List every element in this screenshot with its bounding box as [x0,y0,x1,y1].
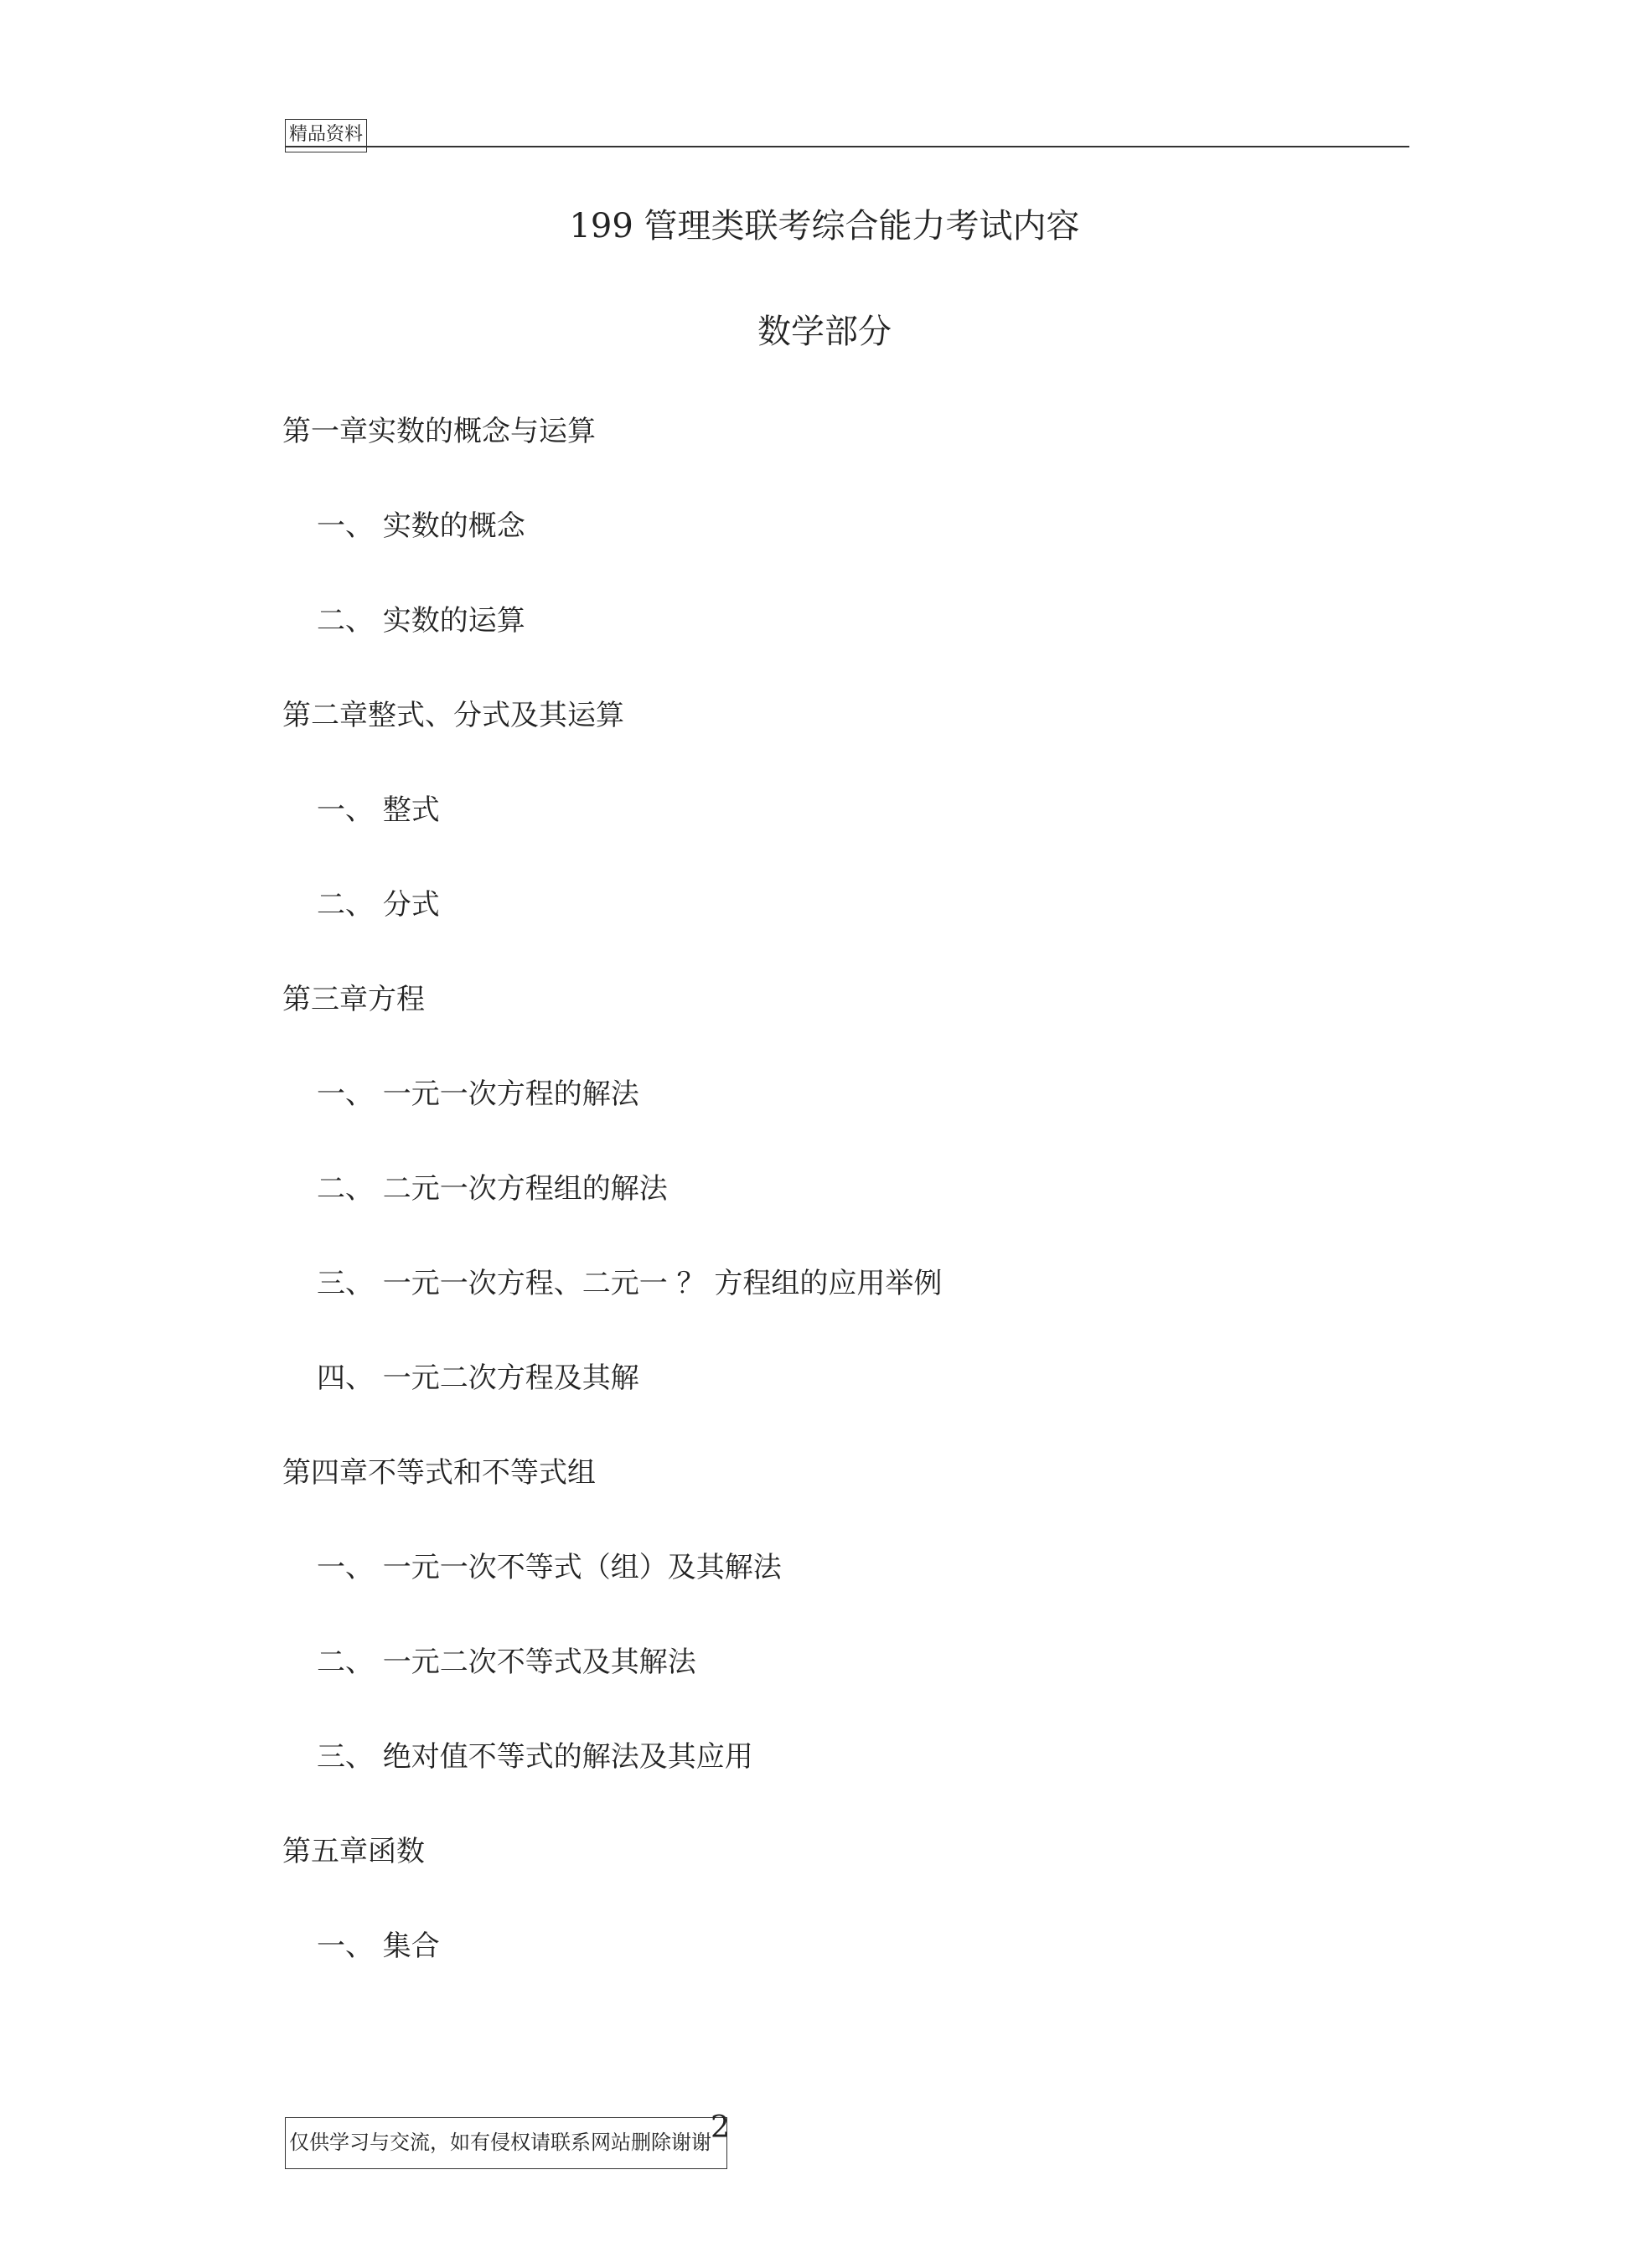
header-label: 精品资料 [285,119,367,152]
document-title: 199 管理类联考综合能力考试内容 [569,207,1080,245]
outline-item: 二、 二元一次方程组的解法 [317,1172,668,1206]
chapter-heading: 第一章实数的概念与运算 [282,415,596,448]
outline-item: 三、 绝对值不等式的解法及其应用 [317,1740,753,1774]
outline-item: 一、 一元一次不等式（组）及其解法 [317,1551,782,1584]
outline-item: 一、 集合 [317,1930,440,1963]
outline-item: 四、 一元二次方程及其解 [317,1361,639,1395]
chapter-heading: 第五章函数 [282,1835,425,1868]
chapter-heading: 第四章不等式和不等式组 [282,1456,596,1490]
footer-disclaimer: 仅供学习与交流，如有侵权请联系网站删除谢谢 [285,2117,727,2169]
outline-item: 一、 一元一次方程的解法 [317,1077,639,1111]
outline-item: 三、 一元一次方程、二元一 ？ 方程组的应用举例 [317,1267,943,1300]
outline-item: 二、 实数的运算 [317,604,525,638]
outline-item: 二、 一元二次不等式及其解法 [317,1645,696,1679]
outline-item: 一、 整式 [317,793,440,827]
section-title: 数学部分 [757,313,892,351]
page-number: 2 [711,2110,730,2145]
outline-item: 二、 分式 [317,888,440,922]
outline-item: 一、 实数的概念 [317,509,525,543]
chapter-heading: 第三章方程 [282,983,425,1016]
chapter-heading: 第二章整式、分式及其运算 [282,699,624,732]
